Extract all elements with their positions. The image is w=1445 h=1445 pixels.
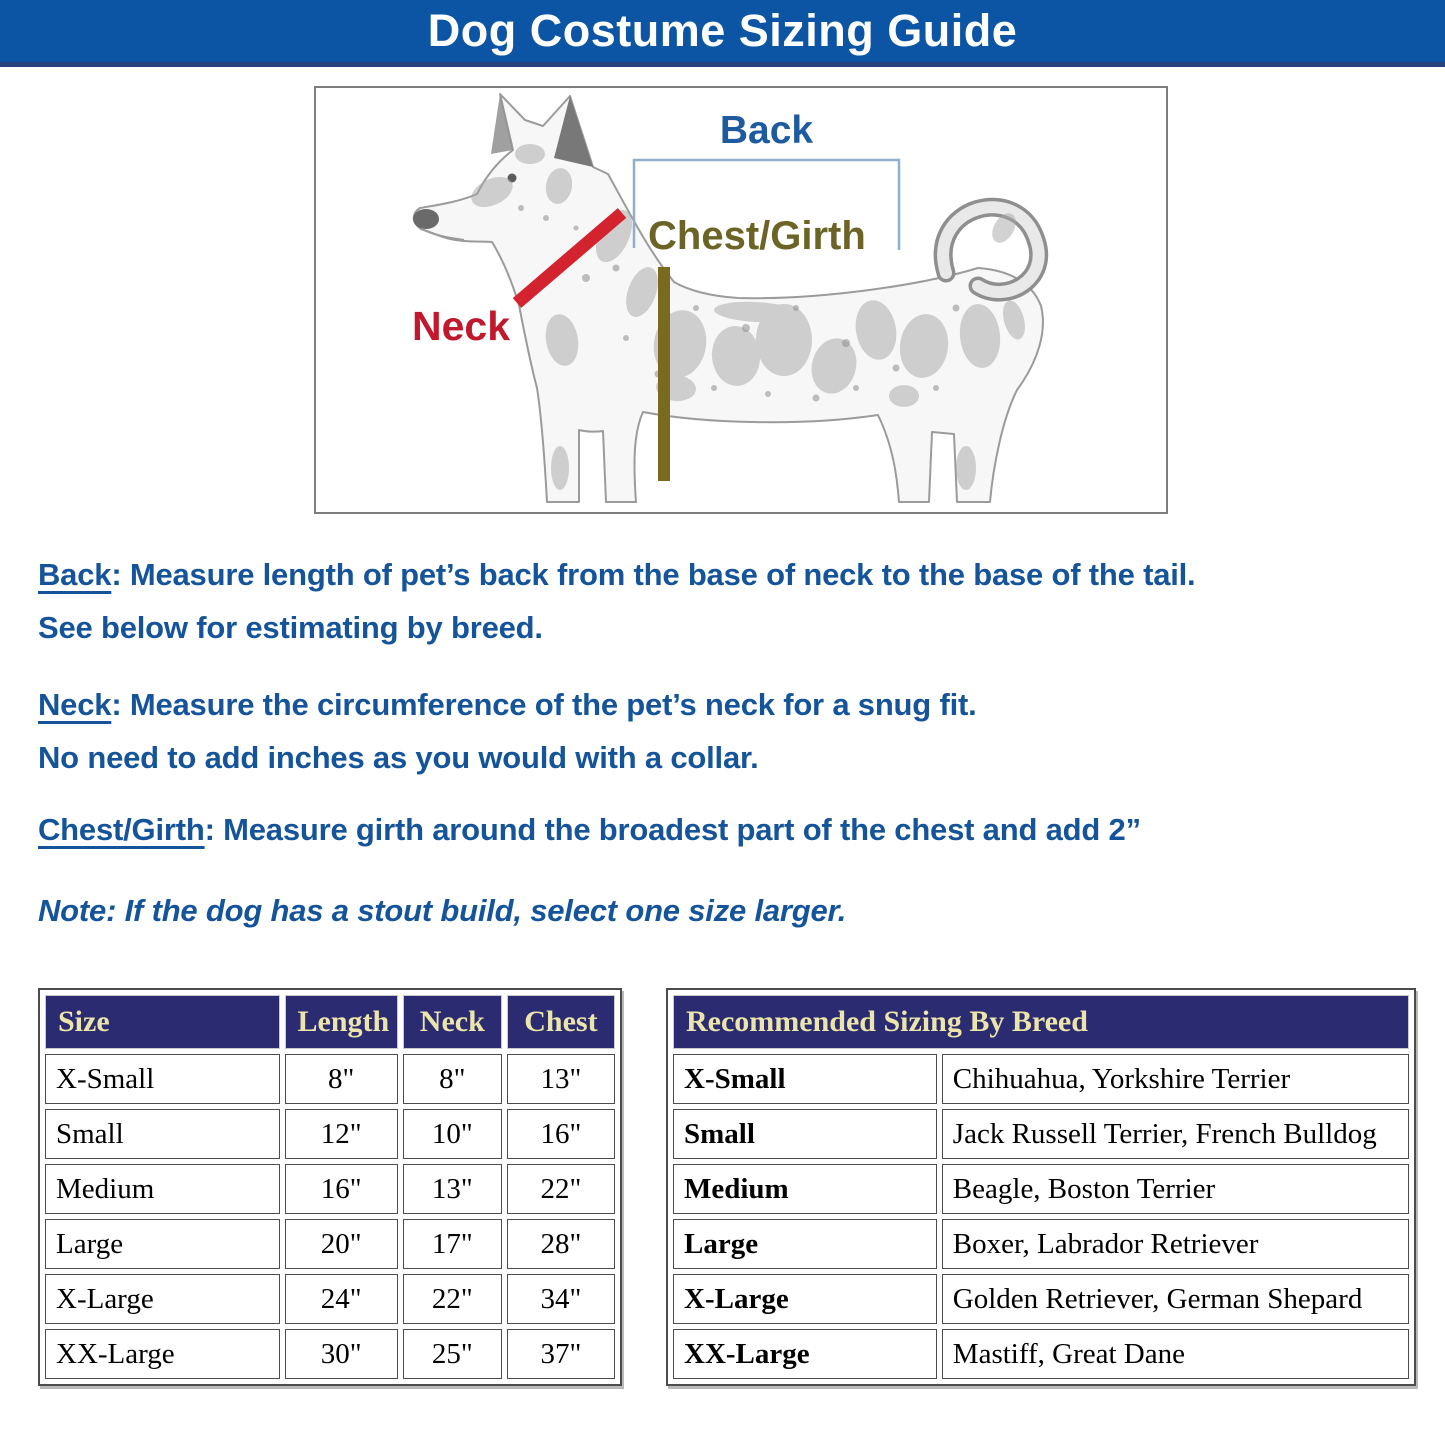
- title-bar: [0, 0, 1445, 67]
- cell-breeds: Mastiff, Great Dane: [942, 1329, 1409, 1379]
- cell-size: Small: [673, 1109, 937, 1159]
- cell-chest: 34": [507, 1274, 615, 1324]
- chest-girth-label: Chest/Girth: [648, 214, 866, 258]
- page-title: Dog Costume Sizing Guide: [427, 5, 1018, 56]
- cell-neck: 8": [403, 1054, 502, 1104]
- stout-build-note: Note: If the dog has a stout build, select one size larger.: [38, 893, 847, 928]
- cell-neck: 17": [403, 1219, 502, 1269]
- back-text-line2: See below for estimating by breed.: [38, 610, 543, 645]
- cell-chest: 13": [507, 1054, 615, 1104]
- cell-length: 24": [285, 1274, 398, 1324]
- cell-size: XX-Large: [673, 1329, 937, 1379]
- cell-length: 8": [285, 1054, 398, 1104]
- breed-row-large: [673, 1219, 1409, 1269]
- cell-neck: 22": [403, 1274, 502, 1324]
- girth-measure-bar: [658, 267, 670, 481]
- measurement-figure: [314, 86, 1168, 514]
- cell-size: Medium: [45, 1164, 280, 1214]
- back-keyword: Back: [38, 557, 112, 592]
- cell-size: X-Small: [673, 1054, 937, 1104]
- size-row-medium: [45, 1164, 615, 1214]
- breed-row-small: [673, 1109, 1409, 1159]
- cell-size: Large: [673, 1219, 937, 1269]
- cell-size: Small: [45, 1109, 280, 1159]
- cell-chest: 16": [507, 1109, 615, 1159]
- size-row-small: [45, 1109, 615, 1159]
- neck-instruction: [38, 678, 977, 784]
- neck-text: : Measure the circumference of the pet’s neck for a snug fit.: [111, 687, 977, 722]
- size-chart-header-row: [45, 995, 615, 1049]
- chest-girth-keyword: Chest/Girth: [38, 812, 205, 847]
- cell-length: 30": [285, 1329, 398, 1379]
- cell-neck: 10": [403, 1109, 502, 1159]
- breed-row-xlarge: [673, 1274, 1409, 1324]
- cell-breeds: Boxer, Labrador Retriever: [942, 1219, 1409, 1269]
- neck-text-line2: No need to add inches as you would with a collar.: [38, 740, 759, 775]
- size-row-xlarge: [45, 1274, 615, 1324]
- cell-neck: 13": [403, 1164, 502, 1214]
- breed-sizing-table: [666, 988, 1416, 1386]
- chest-girth-text: : Measure girth around the broadest part of the chest and add 2”: [204, 812, 1141, 847]
- col-header-chest: Chest: [507, 995, 615, 1049]
- cell-length: 20": [285, 1219, 398, 1269]
- neck-label: Neck: [412, 303, 511, 349]
- cell-breeds: Jack Russell Terrier, French Bulldog: [942, 1109, 1409, 1159]
- cell-chest: 28": [507, 1219, 615, 1269]
- breed-row-xsmall: [673, 1054, 1409, 1104]
- neck-keyword: Neck: [38, 687, 112, 722]
- cell-chest: 37": [507, 1329, 615, 1379]
- breed-row-xxlarge: [673, 1329, 1409, 1379]
- cell-breeds: Beagle, Boston Terrier: [942, 1164, 1409, 1214]
- col-header-length: Length: [285, 995, 398, 1049]
- cell-size: XX-Large: [45, 1329, 280, 1379]
- size-chart-table: [38, 988, 622, 1386]
- cell-length: 12": [285, 1109, 398, 1159]
- cell-breeds: Chihuahua, Yorkshire Terrier: [942, 1054, 1409, 1104]
- size-row-large: [45, 1219, 615, 1269]
- cell-size: Medium: [673, 1164, 937, 1214]
- cell-size: X-Large: [45, 1274, 280, 1324]
- breed-table-header-row: [673, 995, 1409, 1049]
- size-row-xxlarge: [45, 1329, 615, 1379]
- col-header-neck: Neck: [403, 995, 502, 1049]
- back-instruction: [38, 548, 1195, 654]
- breed-row-medium: [673, 1164, 1409, 1214]
- dog-outline: [414, 94, 1043, 502]
- cell-neck: 25": [403, 1329, 502, 1379]
- back-label: Back: [719, 109, 814, 152]
- size-row-xsmall: [45, 1054, 615, 1104]
- back-text: : Measure length of pet’s back from the base of neck to the base of the tail.: [111, 557, 1196, 592]
- chest-girth-instruction: [38, 803, 1141, 856]
- dog-nose: [413, 209, 439, 229]
- cell-size: X-Large: [673, 1274, 937, 1324]
- breed-table-title: Recommended Sizing By Breed: [673, 995, 1409, 1049]
- cell-size: Large: [45, 1219, 280, 1269]
- col-header-size: Size: [45, 995, 280, 1049]
- cell-size: X-Small: [45, 1054, 280, 1104]
- cell-length: 16": [285, 1164, 398, 1214]
- cell-breeds: Golden Retriever, German Shepard: [942, 1274, 1409, 1324]
- cell-chest: 22": [507, 1164, 615, 1214]
